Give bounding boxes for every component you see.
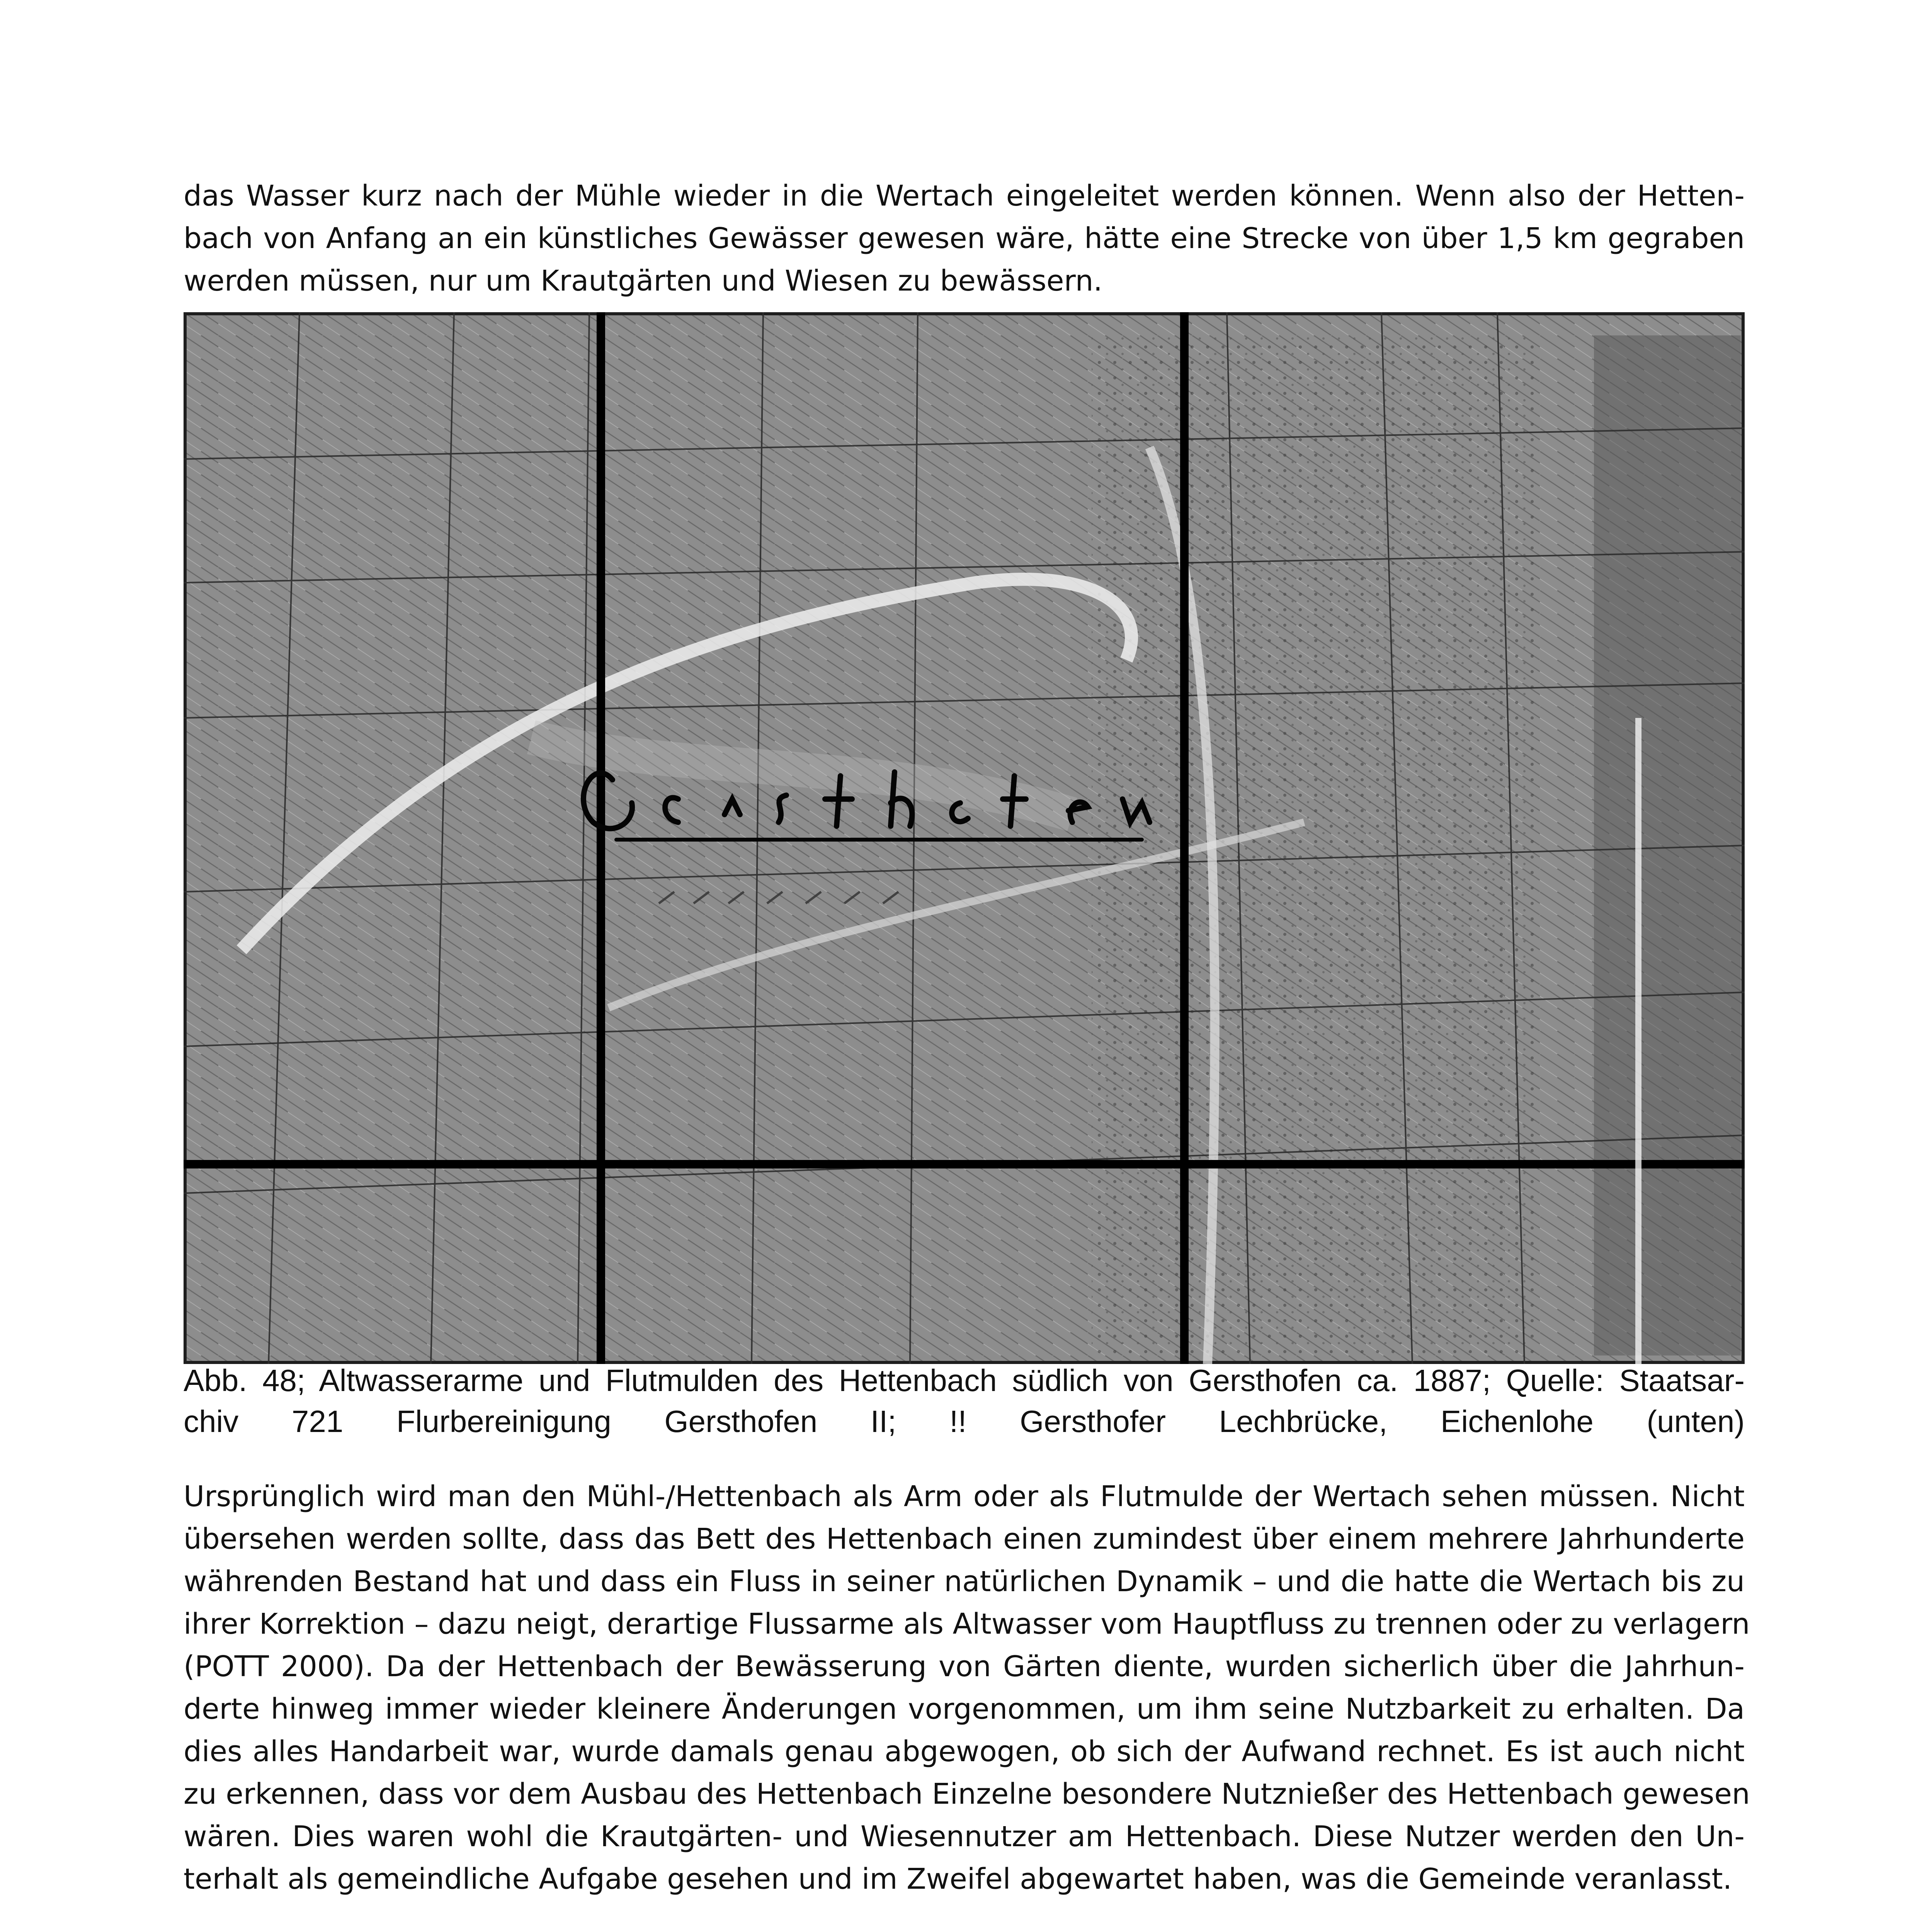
historic-map-figure — [184, 312, 1745, 1364]
text-line: bach von Anfang an ein künstliches Gewässer gewesen wäre, hätte eine Strecke von über 1,5 km gegraben — [184, 222, 1745, 255]
text-line: ihrer Korrektion – dazu neigt, derartige Flussarme als Altwasser vom Hauptfluss zu trennen oder zu verlagern — [184, 1607, 1750, 1641]
text-line: werden müssen, nur um Krautgärten und Wiesen zu bewässern. — [184, 264, 1103, 298]
text-line: Ursprünglich wird man den Mühl-/Hettenbach als Arm oder als Flutmulde der Wertach sehen müssen. Nicht — [184, 1480, 1745, 1513]
text-line: terhalt als gemeindliche Aufgabe gesehen und im Zweifel abgewartet haben, was die Gemeinde veranlasst. — [184, 1862, 1732, 1896]
body-paragraph-1 — [184, 1475, 1750, 1900]
caption-line: chiv 721 Flurbereinigung Gersthofen II; !! Gersthofer Lechbrücke, Eichenlohe (unten) — [184, 1404, 1745, 1439]
caption-line: Abb. 48; Altwasserarme und Flutmulden des Hettenbach südlich von Gersthofen ca. 1887; Quelle: Staatsar- — [184, 1363, 1745, 1398]
text-line: (POTT 2000). Da der Hettenbach der Bewässerung von Gärten diente, wurden sicherlich über die Jahrhun- — [184, 1650, 1745, 1683]
text-line: währenden Bestand hat und dass ein Fluss in seiner natürlichen Dynamik – und die hatte die Wertach bis zu — [184, 1565, 1745, 1598]
text-line: wären. Dies waren wohl die Krautgärten- und Wiesennutzer am Hettenbach. Diese Nutzer werden den Un- — [184, 1820, 1745, 1853]
text-line: zu erkennen, dass vor dem Ausbau des Hettenbach Einzelne besondere Nutznießer des Hettenbach gewesen — [184, 1777, 1750, 1811]
figure-caption — [184, 1360, 1745, 1442]
text-line: übersehen werden sollte, dass das Bett des Hettenbach einen zumindest über einem mehrere Jahrhunderte — [184, 1522, 1745, 1556]
text-line: dies alles Handarbeit war, wurde damals genau abgewogen, ob sich der Aufwand rechnet. Es ist auch nicht — [184, 1735, 1745, 1768]
text-line: das Wasser kurz nach der Mühle wieder in die Wertach eingeleitet werden können. Wenn also der Hetten- — [184, 179, 1745, 213]
intro-paragraph — [184, 175, 1745, 302]
map-image — [184, 312, 1745, 1364]
text-line: derte hinweg immer wieder kleinere Änderungen vorgenommen, um ihm seine Nutzbarkeit zu erhalten. Da — [184, 1692, 1745, 1726]
